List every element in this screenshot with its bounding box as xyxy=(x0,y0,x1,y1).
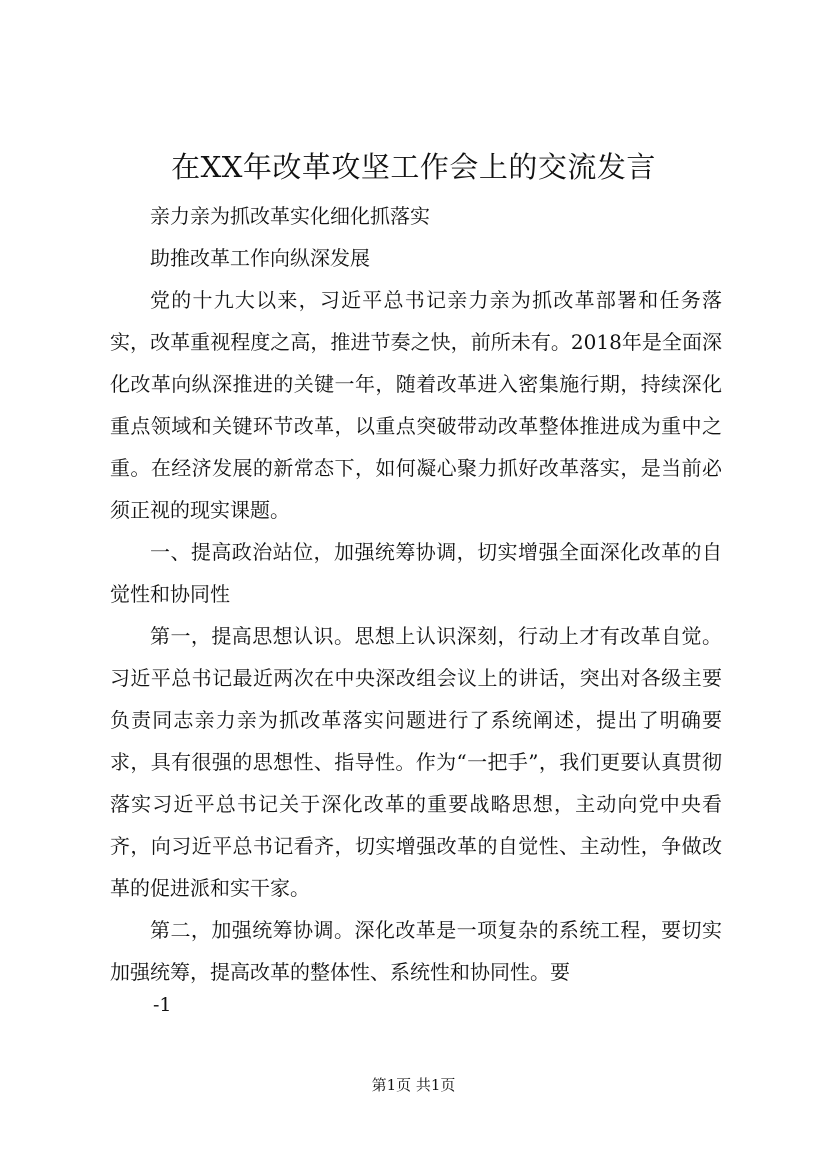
subheading-2: 助推改革工作向纵深发展 xyxy=(150,246,370,270)
page-number-mark: -1 xyxy=(153,994,172,1016)
paragraph-first-point: 第一，提高思想认识。思想上认识深刻，行动上才有改革自觉。习近平总书记最近两次在中央深改组会议上的讲话，突出对各级主要负责同志亲力亲为抓改革落实问题进行了系统阐述，提出了明确要求，具有很强的思想性、指导性。作为“一把手”，我们更要认真贯彻落实习近平总书记关于深化改革的重要战略思想，主动向党中央看齐，向习近平总书记看齐，切实增强改革的自觉性、主动性，争做改革的促进派和实干家。 xyxy=(110,624,722,900)
paragraph-intro: 党的十九大以来，习近平总书记亲力亲为抓改革部署和任务落实，改革重视程度之高，推进节奏之快，前所未有。2018年是全面深化改革向纵深推进的关键一年，随着改革进入密集施行期，持续深化重点领域和关键环节改革，以重点突破带动改革整体推进成为重中之重。在经济发展的新常态下，如何凝心聚力抓好改革落实，是当前必须正视的现实课题。 xyxy=(110,288,722,522)
subheading-1: 亲力亲为抓改革实化细化抓落实 xyxy=(150,204,430,228)
section-heading-1: 一、提高政治站位，加强统筹协调，切实增强全面深化改革的自觉性和协同性 xyxy=(110,540,722,606)
document-title: 在XX年改革攻坚工作会上的交流发言 xyxy=(171,150,656,184)
page-footer: 第1页 共1页 xyxy=(371,1076,456,1094)
document-body xyxy=(110,195,722,993)
paragraph-second-point: 第二，加强统筹协调。深化改革是一项复杂的系统工程，要切实加强统筹，提高改革的整体性、系统性和协同性。要 xyxy=(110,918,722,984)
